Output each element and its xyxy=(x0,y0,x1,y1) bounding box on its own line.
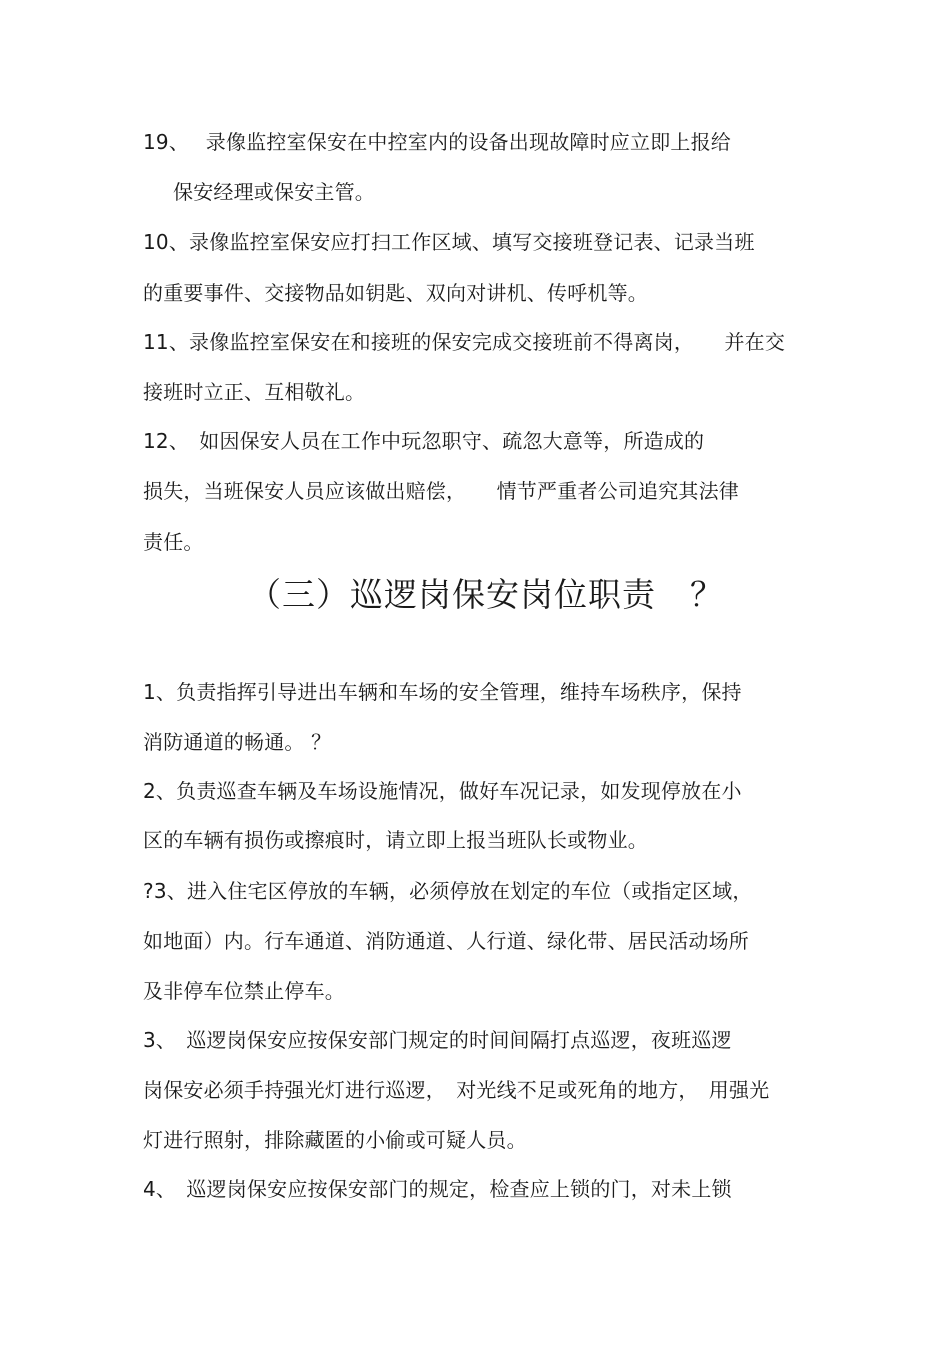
text-line: 12、 如因保安人员在工作中玩忽职守、疏忽大意等，所造成的 xyxy=(143,429,705,453)
text-line: 3、 巡逻岗保安应按保安部门规定的时间间隔打点巡逻，夜班巡逻 xyxy=(143,1028,732,1052)
text-line: 10、录像监控室保安应打扫工作区域、填写交接班登记表、记录当班 xyxy=(143,230,755,254)
text-line: ?3、进入住宅区停放的车辆，必须停放在划定的车位（或指定区域， xyxy=(143,879,753,903)
text-line: 的重要事件、交接物品如钥匙、双向对讲机、传呼机等。 xyxy=(143,281,648,305)
text-line: 及非停车位禁止停车。 xyxy=(143,979,345,1003)
text-line: 责任。 xyxy=(143,530,204,554)
text-line: 保安经理或保安主管。 xyxy=(173,180,375,204)
text-line: 19、 录像监控室保安在中控室内的设备出现故障时应立即上报给 xyxy=(143,130,732,154)
text-line: 4、 巡逻岗保安应按保安部门的规定，检查应上锁的门，对未上锁 xyxy=(143,1177,732,1201)
text-line: 2、负责巡查车辆及车场设施情况，做好车况记录，如发现停放在小 xyxy=(143,779,742,803)
text-line: 1、负责指挥引导进出车辆和车场的安全管理，维持车场秩序，保持 xyxy=(143,680,742,704)
text-line: 接班时立正、互相敬礼。 xyxy=(143,380,366,404)
text-line: 灯进行照射，排除藏匿的小偷或可疑人员。 xyxy=(143,1128,527,1152)
text-line: 岗保安必须手持强光灯进行巡逻， 对光线不足或死角的地方， 用强光 xyxy=(143,1078,770,1102)
text-line: 11、录像监控室保安在和接班的保安完成交接班前不得离岗， 并在交 xyxy=(143,330,786,354)
text-line: 如地面）内。行车通道、消防通道、人行道、绿化带、居民活动场所 xyxy=(143,929,749,953)
text-line: 损失，当班保安人员应该做出赔偿， 情节严重者公司追究其法律 xyxy=(143,479,739,503)
section-heading: （三）巡逻岗保安岗位职责 ？ xyxy=(248,575,724,614)
text-line: 区的车辆有损伤或擦痕时，请立即上报当班队长或物业。 xyxy=(143,828,648,852)
text-line: 消防通道的畅通。 ？ xyxy=(143,730,332,754)
